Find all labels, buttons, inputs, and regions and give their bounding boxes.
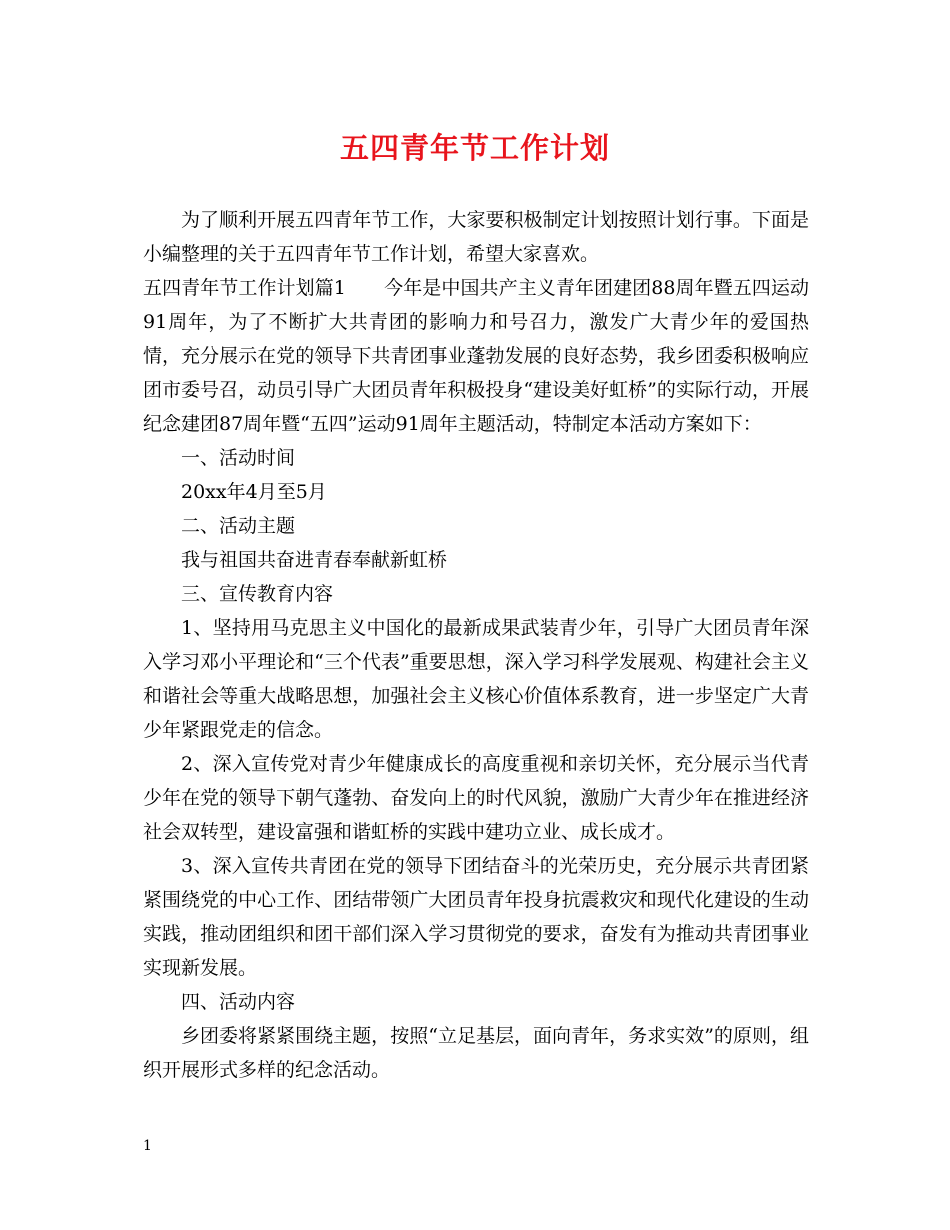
education-item-3: 3、深入宣传共青团在党的领导下团结奋斗的光荣历史，充分展示共青团紧紧围绕党的中心工作、团结带领广大团员青年投身抗震救灾和现代化建设的生动实践，推动团组织和团干部们深入学习贯彻党的要求，奋发有为推动共青团事业实现新发展。: [143, 855, 809, 979]
activity-theme-text: 我与祖国共奋进青春奉献新虹桥: [181, 549, 448, 571]
plan-intro-paragraph: 五四青年节工作计划篇1 今年是中国共产主义青年团建团88周年暨五四运动91周年，为了不断扩大共青团的影响力和号召力，激发广大青少年的爱国热情，充分展示在党的领导下共青团事业蓬勃发展的良好态势，我乡团委积极响应团市委号召，动员引导广大团员青年积极投身“建设美好虹桥”的实际行动，开展纪念建团87周年暨“五四”运动91周年主题活动，特制定本活动方案如下：: [143, 277, 809, 435]
activity-content-text: 乡团委将紧紧围绕主题，按照“立足基层，面向青年，务求实效”的原则，组织开展形式多样的纪念活动。: [143, 1025, 809, 1081]
section-heading-education: 三、宣传教育内容: [181, 583, 334, 605]
activity-time-text: 20xx年4月至5月: [181, 481, 327, 503]
page-number: 1: [143, 1138, 152, 1154]
document-title: 五四青年节工作计划: [339, 131, 610, 165]
section-heading-time: 一、活动时间: [181, 447, 296, 469]
section-heading-theme: 二、活动主题: [181, 515, 296, 537]
education-item-1: 1、坚持用马克思主义中国化的最新成果武装青少年，引导广大团员青年深入学习邓小平理论和“三个代表”重要思想，深入学习科学发展观、构建社会主义和谐社会等重大战略思想，加强社会主义核心价值体系教育，进一步坚定广大青少年紧跟党走的信念。: [143, 617, 809, 741]
section-heading-content: 四、活动内容: [181, 991, 296, 1013]
intro-paragraph: 为了顺利开展五四青年节工作，大家要积极制定计划按照计划行事。下面是小编整理的关于五四青年节工作计划，希望大家喜欢。: [143, 209, 809, 265]
education-item-2: 2、深入宣传党对青少年健康成长的高度重视和亲切关怀，充分展示当代青少年在党的领导下朝气蓬勃、奋发向上的时代风貌，激励广大青少年在推进经济社会双转型，建设富强和谐虹桥的实践中建功立业、成长成才。: [143, 753, 809, 843]
document-body: [143, 203, 809, 1087]
